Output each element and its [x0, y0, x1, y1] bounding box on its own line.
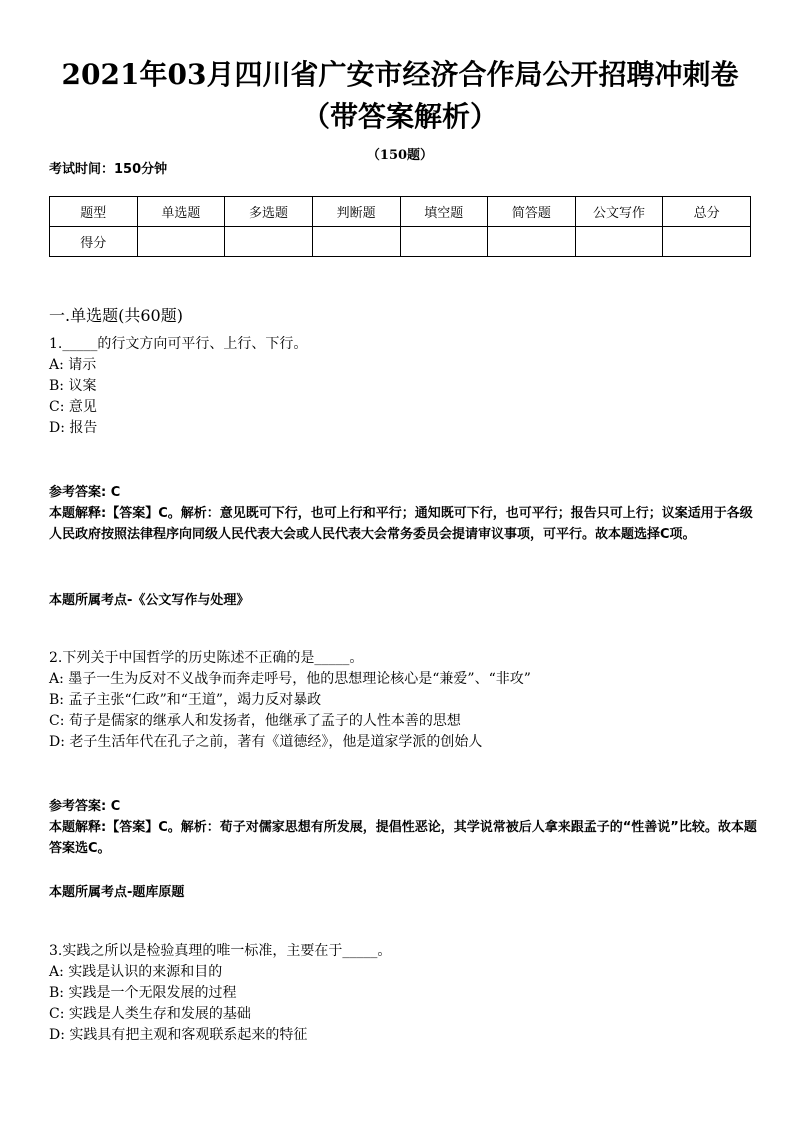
col-fill-blank: 填空题	[400, 197, 488, 227]
option-c: C: 实践是人类生存和发展的基础	[49, 1006, 251, 1022]
reference-answer: 参考答案: C	[49, 485, 121, 500]
option-d: D: 报告	[49, 420, 98, 436]
option-a: A: 请示	[49, 357, 97, 373]
question-count: （150题）	[366, 148, 434, 163]
col-multiple-choice: 多选题	[225, 197, 313, 227]
question-3	[49, 941, 759, 1046]
option-a: A: 实践是认识的来源和目的	[49, 964, 223, 980]
score-table	[49, 196, 751, 257]
col-short-answer: 简答题	[488, 197, 576, 227]
score-cell	[225, 227, 313, 257]
question-stem: 2.下列关于中国哲学的历史陈述不正确的是_____。	[49, 650, 364, 666]
option-c: C: 意见	[49, 399, 97, 415]
question-stem: 1._____的行文方向可平行、上行、下行。	[49, 336, 308, 352]
col-total: 总分	[663, 197, 751, 227]
score-cell	[488, 227, 576, 257]
score-cell	[312, 227, 400, 257]
score-cell	[575, 227, 663, 257]
option-a: A: 墨子一生为反对不义战争而奔走呼号，他的思想理论核心是“兼爱”、“非攻”	[49, 671, 531, 687]
option-c: C: 荀子是儒家的继承人和发扬者，他继承了孟子的人性本善的思想	[49, 713, 461, 729]
option-b: B: 孟子主张“仁政”和“王道”，竭力反对暴政	[49, 692, 322, 708]
col-type: 题型	[50, 197, 138, 227]
option-d: D: 实践具有把主观和客观联系起来的特征	[49, 1027, 308, 1043]
knowledge-point: 本题所属考点-题库原题	[49, 885, 185, 900]
option-d: D: 老子生活年代在孔子之前，著有《道德经》，他是道家学派的创始人	[49, 734, 483, 750]
score-table-score-row	[50, 227, 751, 257]
exam-time: 考试时间：150分钟	[49, 162, 168, 177]
score-table-header-row	[50, 197, 751, 227]
question-1	[49, 334, 759, 439]
question-stem: 3.实践之所以是检验真理的唯一标准，主要在于_____。	[49, 943, 392, 959]
section-heading: 一.单选题(共60题)	[49, 306, 183, 325]
col-document-writing: 公文写作	[575, 197, 663, 227]
document-title: 2021年03月四川省广安市经济合作局公开招聘冲刺卷（带答案解析）	[61, 58, 739, 133]
answer-explanation: 本题解释:【答案】C。解析：荀子对儒家思想有所发展，提倡性恶论，其学说常被后人拿来跟孟子的“性善说”比较。故本题答案选C。	[49, 820, 757, 856]
question-2	[49, 648, 759, 753]
score-cell	[663, 227, 751, 257]
reference-answer: 参考答案: C	[49, 799, 121, 814]
score-cell	[137, 227, 225, 257]
knowledge-point: 本题所属考点-《公文写作与处理》	[49, 593, 250, 608]
score-cell	[400, 227, 488, 257]
option-b: B: 实践是一个无限发展的过程	[49, 985, 237, 1001]
col-true-false: 判断题	[312, 197, 400, 227]
answer-block-2	[49, 796, 761, 859]
row-label-score: 得分	[50, 227, 138, 257]
col-single-choice: 单选题	[137, 197, 225, 227]
option-b: B: 议案	[49, 378, 97, 394]
answer-explanation: 本题解释:【答案】C。解析：意见既可下行，也可上行和平行；通知既可下行，也可平行；报告只可上行；议案适用于各级人民政府按照法律程序向同级人民代表大会或人民代表大会常务委员会提请审议事项，可平行。故本题选择C项。	[49, 506, 753, 542]
answer-block-1	[49, 482, 761, 545]
